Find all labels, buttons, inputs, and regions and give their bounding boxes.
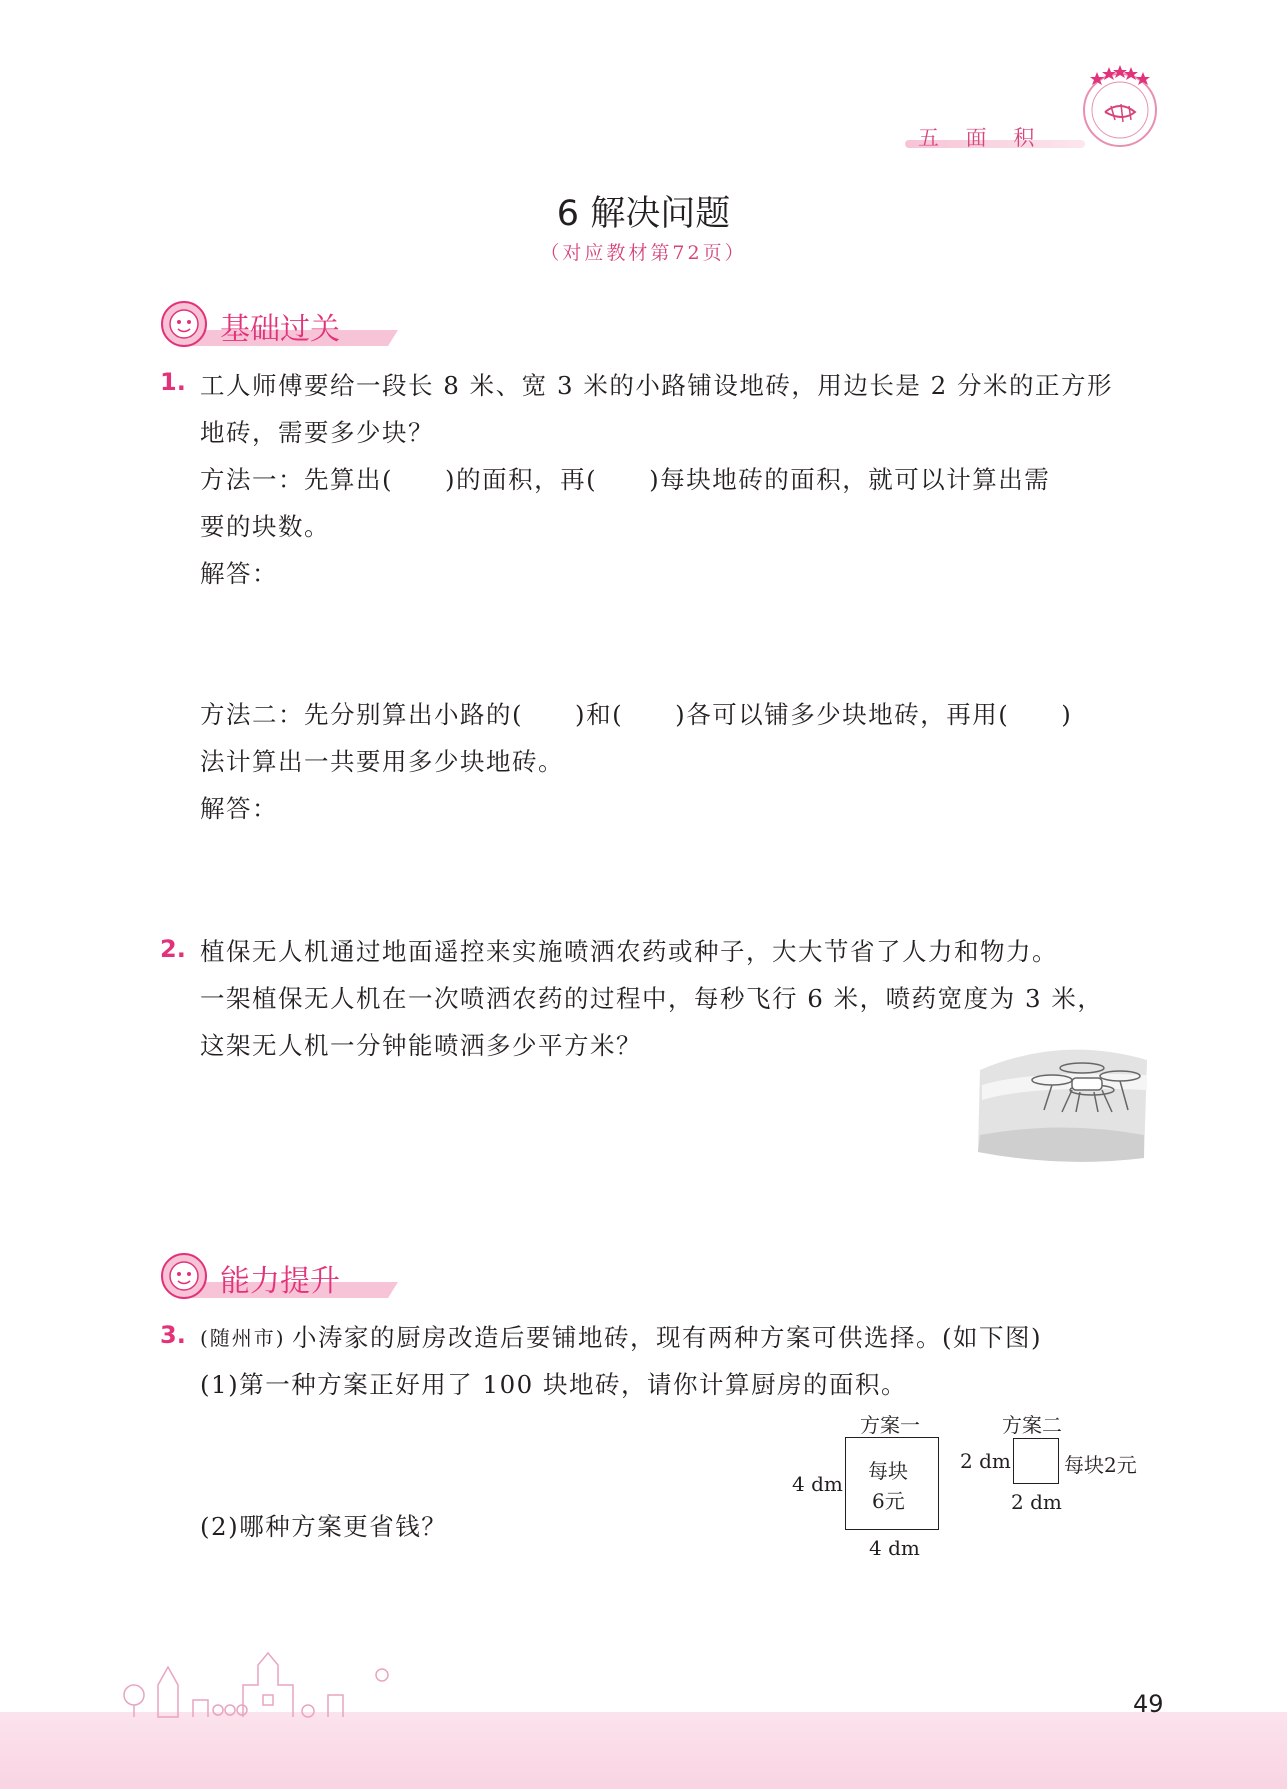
q1-method1-line-2: 要的块数。 <box>200 512 330 541</box>
q1-answer-label-1: 解答： <box>200 559 278 588</box>
plan1-side-bottom: 4 dm <box>869 1536 920 1560</box>
plan2-side-left: 2 dm <box>960 1449 1011 1473</box>
plan1-price-line-2: 6元 <box>872 1489 905 1513</box>
plan2-price: 每块2元 <box>1064 1453 1137 1477</box>
drone-illustration-icon <box>972 1040 1152 1170</box>
plan2-side-bottom: 2 dm <box>1011 1490 1062 1514</box>
footer-band <box>0 1712 1287 1789</box>
q1-line-1: 工人师傅要给一段长 8 米、宽 3 米的小路铺设地砖，用边长是 2 分米的正方形 <box>200 371 1113 400</box>
lesson-subtitle: （对应教材第72页） <box>540 242 747 264</box>
question-number-2: 2. <box>160 935 186 963</box>
q3-source: (随州市) <box>200 1326 286 1350</box>
q1-method2-line-1: 方法二：先分别算出小路的( )和( )各可以铺多少块地砖，再用( ) <box>200 700 1073 729</box>
plan1-label: 方案一 <box>860 1413 920 1437</box>
plan2-label: 方案二 <box>1002 1413 1062 1437</box>
q2-line-2: 一架植保无人机在一次喷洒农药的过程中，每秒飞行 6 米，喷药宽度为 3 米， <box>200 984 1104 1013</box>
q3-sub-1: (1)第一种方案正好用了 100 块地砖，请你计算厨房的面积。 <box>200 1370 908 1399</box>
q1-method2-line-2: 法计算出一共要用多少块地砖。 <box>200 747 564 776</box>
question-number-3: 3. <box>160 1321 186 1349</box>
section-title-advanced: 能力提升 <box>220 1264 340 1299</box>
chapter-label: 五 面 积 <box>918 126 1045 150</box>
section-title-basic: 基础过关 <box>220 312 340 347</box>
question-number-1: 1. <box>160 368 186 396</box>
q3-line-1: 小涛家的厨房改造后要铺地砖，现有两种方案可供选择。(如下图) <box>292 1323 1043 1352</box>
town-decoration-icon <box>118 1645 418 1720</box>
page-number: 49 <box>1133 1690 1164 1718</box>
publisher-seal-icon <box>1075 62 1165 152</box>
q3-sub-2: (2)哪种方案更省钱？ <box>200 1512 448 1541</box>
plan1-price-line-1: 每块 <box>868 1459 908 1483</box>
q2-line-1: 植保无人机通过地面遥控来实施喷洒农药或种子，大大节省了人力和物力。 <box>200 937 1058 966</box>
q1-method1-line-1: 方法一：先算出( )的面积，再( )每块地砖的面积，就可以计算出需 <box>200 465 1051 494</box>
plan2-tile <box>1013 1438 1059 1484</box>
plan1-side-left: 4 dm <box>792 1472 843 1496</box>
lesson-title: 6 解决问题 <box>556 194 731 234</box>
q1-line-2: 地砖，需要多少块？ <box>200 418 434 447</box>
q1-answer-label-2: 解答： <box>200 794 278 823</box>
q2-line-3: 这架无人机一分钟能喷洒多少平方米？ <box>200 1031 642 1060</box>
